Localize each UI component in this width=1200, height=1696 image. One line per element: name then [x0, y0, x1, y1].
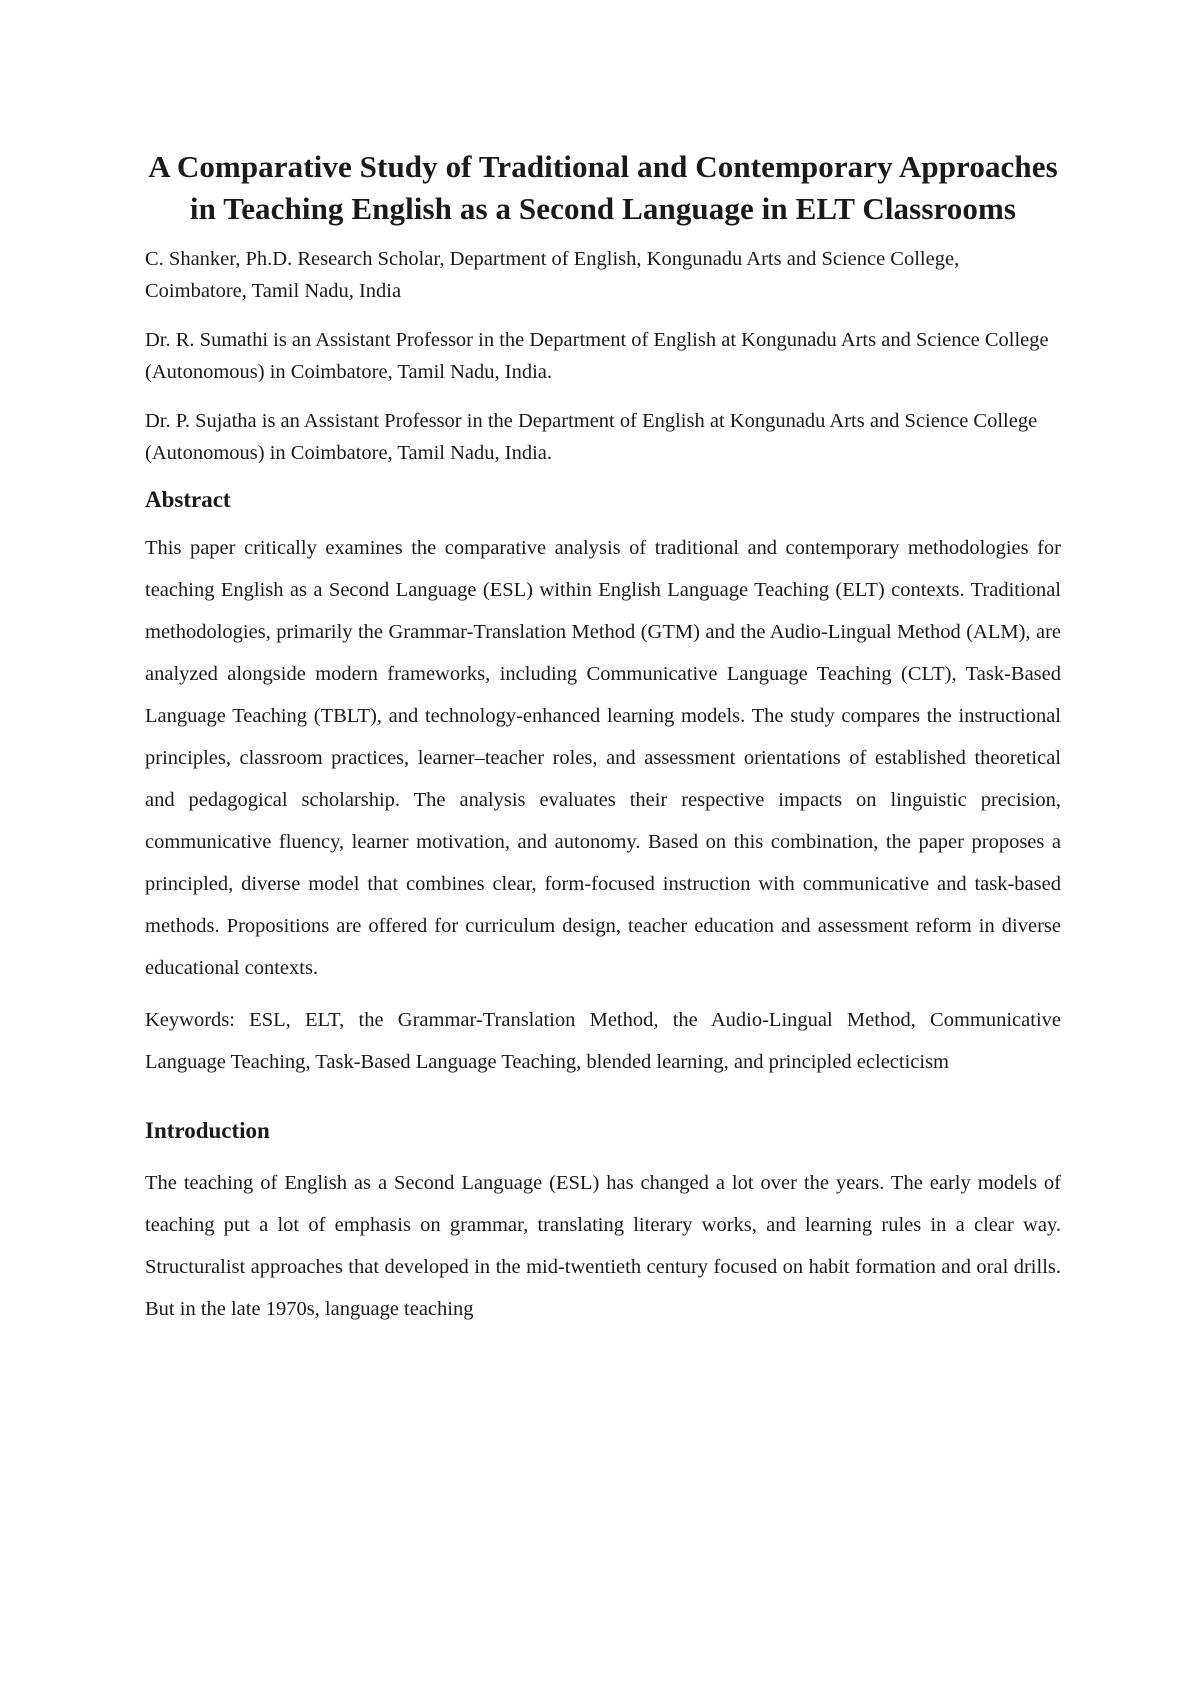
author-affiliation-3: Dr. P. Sujatha is an Assistant Professor in the Department of English at Kongunadu Arts and Science College (Autonomous) in Coimbatore, Tamil Nadu, India. — [145, 410, 1038, 464]
keywords-paragraph: Keywords: ESL, ELT, the Grammar-Translation Method, the Audio-Lingual Method, Communicative Language Teaching, Task-Based Language Teaching, blended learning, and principled eclecticism — [145, 1009, 1061, 1073]
abstract-heading: Abstract — [145, 487, 231, 512]
introduction-heading: Introduction — [145, 1118, 270, 1143]
author-affiliation-2: Dr. R. Sumathi is an Assistant Professor in the Department of English at Kongunadu Arts and Science College (Autonomous) in Coimbatore, Tamil Nadu, India. — [145, 329, 1049, 383]
paper-title: A Comparative Study of Traditional and Contemporary Approaches in Teaching English as a Second Language in ELT Classrooms — [148, 149, 1058, 226]
paper-page — [145, 0, 1061, 1330]
author-affiliation-1: C. Shanker, Ph.D. Research Scholar, Department of English, Kongunadu Arts and Science College, Coimbatore, Tamil Nadu, India — [145, 248, 960, 302]
abstract-paragraph: This paper critically examines the comparative analysis of traditional and contemporary methodologies for teaching English as a Second Language (ESL) within English Language Teaching (ELT) contexts. Traditional methodologies, primarily the Grammar-Translation Method (GTM) and the Audio-Lingual Method (ALM), are analyzed alongside modern frameworks, including Communicative Language Teaching (CLT), Task-Based Language Teaching (TBLT), and technology-enhanced learning models. The study compares the instructional principles, classroom practices, learner–teacher roles, and assessment orientations of established theoretical and pedagogical scholarship. The analysis evaluates their respective impacts on linguistic precision, communicative fluency, learner motivation, and autonomy. Based on this combination, the paper proposes a principled, diverse model that combines clear, form-focused instruction with communicative and task-based methods. Propositions are offered for curriculum design, teacher education and assessment reform in diverse educational contexts. — [145, 537, 1061, 979]
introduction-paragraph: The teaching of English as a Second Language (ESL) has changed a lot over the years. The early models of teaching put a lot of emphasis on grammar, translating literary works, and learning rules in a clear way. Structuralist approaches that developed in the mid-twentieth century focused on habit formation and oral drills. But in the late 1970s, language teaching — [145, 1172, 1061, 1320]
